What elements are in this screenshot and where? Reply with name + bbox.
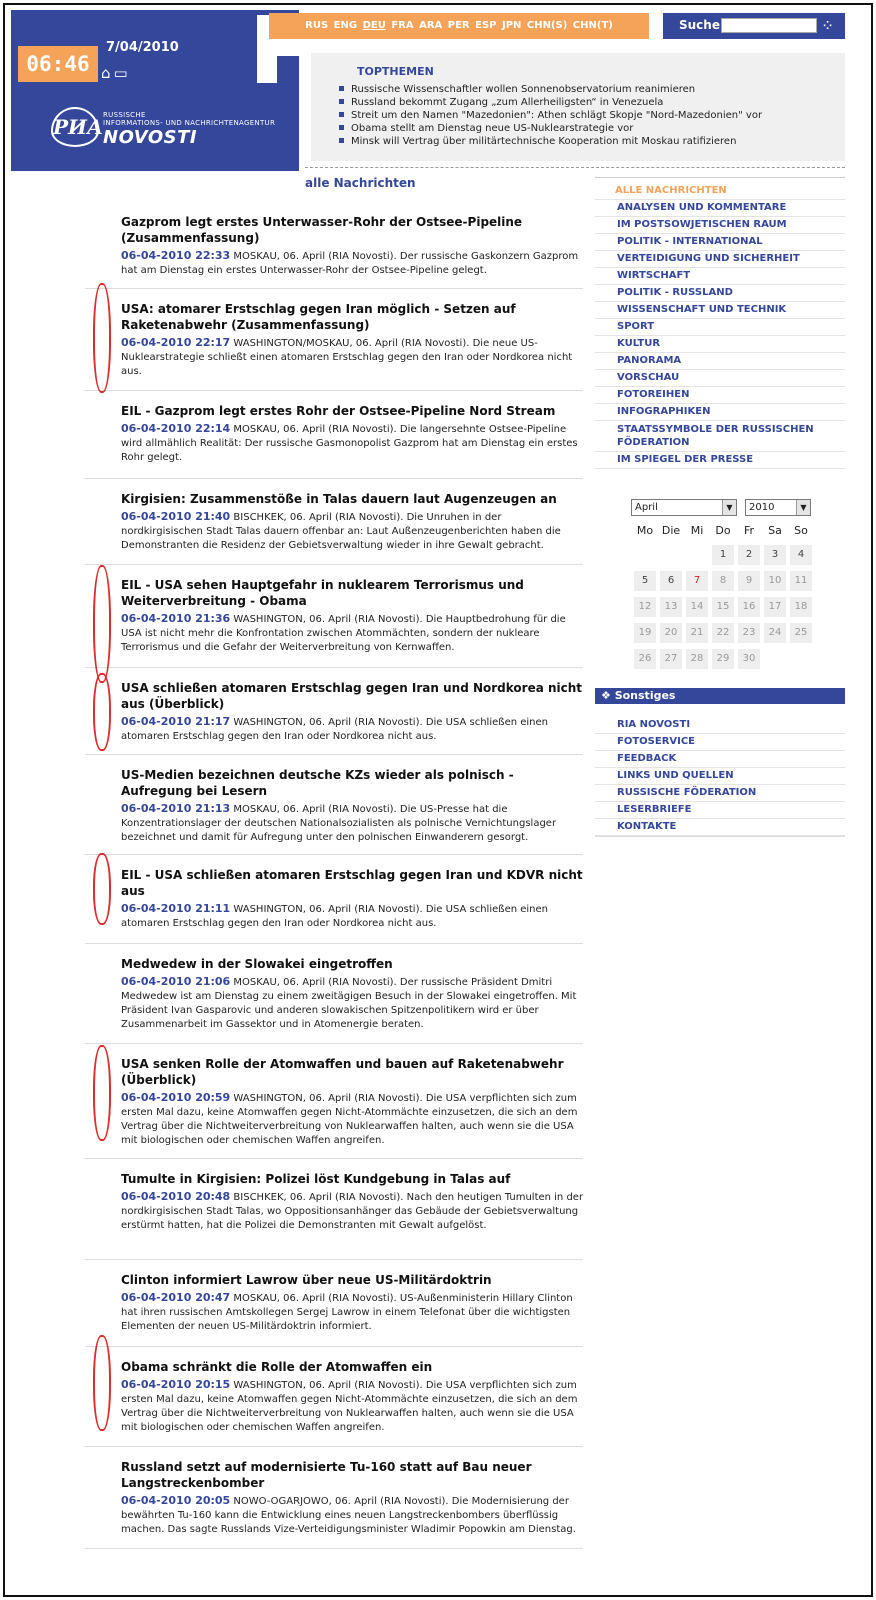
calendar-day[interactable]: 29 (712, 649, 734, 669)
clock: 06:46 (18, 46, 98, 82)
nav-item-vorschau[interactable]: VORSCHAU (595, 370, 845, 387)
divider (85, 288, 583, 289)
news-timestamp[interactable]: 06-04-2010 22:33 (121, 249, 231, 262)
nav-item-politik-russland[interactable]: POLITIK - RUSSLAND (595, 285, 845, 302)
search-box (663, 13, 845, 39)
news-text: NOWO-OGARJOWO, 06. April (RIA Novosti). Die Modernisierung der bewährten Tu-160 kann die Entwicklung eines neuen Langstreckenbombers überflüssig machen. Das sagte Russlands Vize-Verteidigungsminister Wladimir Popowkin am Dienstag. (121, 1496, 576, 1535)
news-item (121, 403, 585, 465)
nav-item-fotoreihen[interactable]: FOTOREIHEN (595, 387, 845, 404)
calendar-day[interactable]: 18 (790, 597, 812, 617)
news-title[interactable]: USA: atomarer Erstschlag gegen Iran möglich - Setzen auf Raketenabwehr (Zusammenfassung) (121, 302, 516, 332)
language-link-esp[interactable]: ESP (475, 20, 497, 31)
divider (595, 836, 845, 837)
header-tools (101, 64, 131, 82)
search-go-icon[interactable]: ⁘ (823, 19, 833, 32)
news-title[interactable]: Clinton informiert Lawrow über neue US-Militärdoktrin (121, 1273, 492, 1287)
folder-icon[interactable]: ▭ (113, 64, 128, 82)
news-item (121, 577, 585, 655)
chevron-down-icon[interactable]: ▼ (796, 500, 810, 515)
year-select-value: 2010 (749, 502, 775, 513)
calendar-day[interactable]: 23 (738, 623, 760, 643)
calendar-day[interactable]: 10 (764, 571, 786, 591)
news-text: WASHINGTON, 06. April (RIA Novosti). Die Hauptbedrohung für die USA ist nicht mehr die Konfrontation zwischen Atommächten, sondern der nukleare Terrorismus und die Gefahr der Weiterverbreitung von Kernwaffen. (121, 614, 566, 653)
search-input[interactable] (721, 18, 817, 33)
calendar-day[interactable]: 8 (712, 571, 734, 591)
nav-item-politik-international[interactable]: POLITIK - INTERNATIONAL (595, 234, 845, 251)
nav-item-kultur[interactable]: KULTUR (595, 336, 845, 353)
news-body (121, 1494, 585, 1537)
calendar-day[interactable]: 3 (764, 545, 786, 565)
nav-item-verteidigung-und-sicherheit[interactable]: VERTEIDIGUNG UND SICHERHEIT (595, 251, 845, 268)
divider (85, 667, 583, 668)
nav-item-sport[interactable]: SPORT (595, 319, 845, 336)
news-body (121, 510, 585, 553)
square-bullet-icon (339, 138, 344, 143)
news-body (121, 422, 585, 465)
news-timestamp[interactable]: 06-04-2010 21:36 (121, 612, 231, 625)
weekday-label: Sa (768, 524, 782, 537)
topthemen-item[interactable] (339, 135, 762, 148)
calendar-day[interactable]: 1 (712, 545, 734, 565)
sonstiges-item-links-und-quellen[interactable]: LINKS UND QUELLEN (595, 768, 845, 785)
news-timestamp[interactable]: 06-04-2010 21:06 (121, 975, 231, 988)
news-title[interactable]: US-Medien bezeichnen deutsche KZs wieder als polnisch - Aufregung bei Lesern (121, 768, 514, 798)
calendar-day[interactable]: 12 (634, 597, 656, 617)
calendar-day[interactable]: 2 (738, 545, 760, 565)
news-body (121, 1378, 585, 1435)
topthemen-item[interactable] (339, 96, 762, 109)
language-link-fra[interactable]: FRA (391, 20, 414, 31)
news-text: MOSKAU, 06. April (RIA Novosti). US-Außenministerin Hillary Clinton hat ihren russischen Amtskollegen Sergej Lawrow in einem Telefonat über die wichtigsten Elementen der neuen US-Militärdoktrin informiert. (121, 1293, 573, 1332)
divider (85, 754, 583, 755)
nav-item-analysen-und-kommentare[interactable]: ANALYSEN UND KOMMENTARE (595, 200, 845, 217)
calendar-day[interactable]: 20 (660, 623, 682, 643)
nav-item-infographiken[interactable]: INFOGRAPHIKEN (595, 404, 845, 421)
news-timestamp[interactable]: 06-04-2010 22:17 (121, 336, 231, 349)
bullet-icon: ❖ (601, 689, 615, 702)
news-text: MOSKAU, 06. April (RIA Novosti). Der russische Gaskonzern Gazprom hat am Dienstag ein erstes Unterwasser-Rohr der Ostsee-Pipeline gelegt. (121, 251, 579, 276)
weekday-label: So (794, 524, 808, 537)
divider (85, 1346, 583, 1347)
nav-item-wissenschaft-und-technik[interactable]: WISSENSCHAFT UND TECHNIK (595, 302, 845, 319)
calendar-day[interactable]: 5 (634, 571, 656, 591)
calendar-day[interactable]: 4 (790, 545, 812, 565)
divider (85, 1158, 583, 1159)
calendar-day[interactable]: 22 (712, 623, 734, 643)
language-link-per[interactable]: PER (447, 20, 470, 31)
topthemen-item[interactable] (339, 83, 762, 96)
news-text: WASHINGTON, 06. April (RIA Novosti). Die USA verpflichten sich zum ersten Mal dazu, keine Atomwaffen gegen Nicht-Atommächte einzusetzen, die sich an dem Vertrag über die Nichtweiterverbreitung von Nuklearwaffen halten, auch wenn sie die USA mit biologischen oder chemischen Waffen angreifen. (121, 1380, 578, 1433)
topthemen-item[interactable] (339, 109, 762, 122)
weekday-label: Die (661, 524, 681, 537)
news-body (121, 612, 585, 655)
news-body (121, 975, 585, 1032)
divider (85, 854, 583, 855)
topthemen-list (339, 83, 762, 148)
calendar-day[interactable]: 19 (634, 623, 656, 643)
news-body (121, 1190, 585, 1233)
news-text: WASHINGTON, 06. April (RIA Novosti). Die USA schließen einen atomaren Erstschlag gegen den Iran oder Nordkorea nicht aus. (121, 904, 548, 929)
news-title[interactable]: USA schließen atomaren Erstschlag gegen Iran und Nordkorea nicht aus (Überblick) (121, 681, 583, 711)
news-title[interactable]: Kirgisien: Zusammenstöße in Talas dauern laut Augenzeugen an (121, 492, 557, 506)
month-select[interactable] (631, 499, 737, 516)
weekday-label: Mo (636, 524, 654, 537)
news-title[interactable]: Tumulte in Kirgisien: Polizei löst Kundgebung in Talas auf (121, 1172, 511, 1186)
nav-item-panorama[interactable]: PANORAMA (595, 353, 845, 370)
sonstiges-item-feedback[interactable]: FEEDBACK (595, 751, 845, 768)
current-date: 7/04/2010 (106, 40, 179, 55)
news-item (121, 867, 585, 931)
calendar-day[interactable]: 16 (738, 597, 760, 617)
divider (85, 1548, 583, 1549)
sonstiges-item-leserbriefe[interactable]: LESERBRIEFE (595, 802, 845, 819)
nav-item-wirtschaft[interactable]: WIRTSCHAFT (595, 268, 845, 285)
news-body (121, 802, 585, 845)
news-body (121, 1291, 585, 1334)
divider (85, 564, 583, 565)
divider (85, 390, 583, 391)
news-title[interactable]: EIL - Gazprom legt erstes Rohr der Ostsee-Pipeline Nord Stream (121, 404, 556, 418)
news-body (121, 249, 585, 278)
news-text: BISCHKEK, 06. April (RIA Novosti). Die Unruhen in der nordkirgisischen Stadt Talas dauern offenbar an: Laut Außenzeugenberichten haben die Demonstranten die Residenz der Gebietsverwaltung wieder in ihre Gewalt gebracht. (121, 512, 561, 551)
news-item (121, 680, 585, 744)
news-body (121, 902, 585, 931)
red-annotation-mark (93, 565, 111, 683)
news-timestamp[interactable]: 06-04-2010 20:47 (121, 1291, 231, 1304)
square-bullet-icon (339, 112, 344, 117)
news-item (121, 301, 585, 379)
divider (85, 478, 583, 479)
topthemen-box (311, 53, 845, 161)
topthemen-title: TOPTHEMEN (357, 65, 434, 78)
news-item (121, 214, 585, 278)
language-link-chns[interactable]: CHN(S) (526, 20, 568, 31)
language-bar (269, 13, 649, 39)
divider (85, 943, 583, 944)
divider (85, 1043, 583, 1044)
news-timestamp[interactable]: 06-04-2010 20:15 (121, 1378, 231, 1391)
news-item (121, 767, 585, 845)
calendar-day[interactable]: 13 (660, 597, 682, 617)
red-annotation-mark (93, 1045, 111, 1141)
news-item (121, 1459, 585, 1537)
calendar-day[interactable]: 27 (660, 649, 682, 669)
news-item (121, 956, 585, 1032)
news-body (121, 336, 585, 379)
sonstiges-item-kontakte[interactable]: KONTAKTE (595, 819, 845, 836)
red-annotation-mark (93, 673, 111, 751)
topthemen-item[interactable] (339, 122, 762, 135)
topthemen-link[interactable]: Russische Wissenschaftler wollen Sonnenobservatorium reanimieren (351, 84, 696, 95)
brand-line2: INFORMATIONS- UND NACHRICHTENAGENTUR (103, 119, 276, 127)
red-annotation-mark (93, 1335, 111, 1431)
news-text: BISCHKEK, 06. April (RIA Novosti). Nach den heutigen Tumulten in der nordkirgisischen Stadt Talas, wo Oppositionsanhänger das Gebäude der Gebietsverwaltung erstürmt hatten, hat die Polizei die Demonstranten mit Gewalt aufgelöst. (121, 1192, 584, 1231)
nav-item-im-spiegel-der-presse[interactable]: IM SPIEGEL DER PRESSE (595, 452, 845, 469)
ria-logo-mark: РИА (51, 107, 99, 147)
chevron-down-icon[interactable]: ▼ (722, 500, 736, 515)
weekday-label: Do (715, 524, 731, 537)
search-label: Suche (679, 18, 720, 32)
news-title[interactable]: EIL - USA sehen Hauptgefahr in nuklearem Terrorismus und Weiterverbreitung - Obama (121, 578, 524, 608)
news-timestamp[interactable]: 06-04-2010 21:13 (121, 802, 231, 815)
news-title[interactable]: Gazprom legt erstes Unterwasser-Rohr der Ostsee-Pipeline (Zusammenfassung) (121, 215, 523, 245)
weekday-label: Mi (690, 524, 704, 537)
red-annotation-mark (93, 283, 111, 393)
calendar-day[interactable]: 6 (660, 571, 682, 591)
divider (85, 1446, 583, 1447)
nav-item-staatssymbole-der-russischen-föderation[interactable]: STAATSSYMBOLE DER RUSSISCHEN FÖDERATION (595, 421, 845, 452)
news-text: WASHINGTON, 06. April (RIA Novosti). Die USA verpflichten sich zum ersten Mal dazu, keine Atomwaffen gegen Nicht-Atommächte einzusetzen, die sich an dem Vertrag über die Nichtweiterverbreitung von Nuklearwaffen halten, auch wenn sie die USA mit biologischen oder chemischen Waffen angreifen. (121, 1093, 578, 1146)
year-select[interactable] (745, 499, 811, 516)
calendar-day[interactable]: 7 (686, 571, 708, 591)
language-link-ara[interactable]: ARA (419, 20, 443, 31)
red-annotation-mark (93, 853, 111, 925)
topthemen-link[interactable]: Obama stellt am Dienstag neue US-Nuklearstrategie vor (351, 123, 634, 134)
divider (85, 1259, 583, 1260)
sonstiges-item-fotoservice[interactable]: FOTOSERVICE (595, 734, 845, 751)
brand-line1: RUSSISCHE (103, 111, 146, 119)
news-item (121, 491, 585, 553)
calendar-day[interactable]: 17 (764, 597, 786, 617)
news-title[interactable]: EIL - USA schließen atomaren Erstschlag gegen Iran und KDVR nicht aus (121, 868, 583, 898)
square-bullet-icon (339, 125, 344, 130)
news-item (121, 1359, 585, 1435)
sonstiges-title: Sonstiges (614, 689, 676, 702)
news-text: WASHINGTON/MOSKAU, 06. April (RIA Novosti). Die neue US-Nuklearstrategie schließt einen atomaren Erstschlag gegen den Iran oder Nordkorea nicht aus. (121, 338, 573, 377)
sonstiges-nav (595, 717, 845, 837)
sonstiges-item-ria-novosti[interactable]: RIA NOVOSTI (595, 717, 845, 734)
news-timestamp[interactable]: 06-04-2010 20:59 (121, 1091, 231, 1104)
news-timestamp[interactable]: 06-04-2010 22:14 (121, 422, 231, 435)
calendar-day[interactable]: 14 (686, 597, 708, 617)
language-link-deu[interactable]: DEU (362, 20, 386, 31)
news-title[interactable]: Medwedew in der Slowakei eingetroffen (121, 957, 393, 971)
calendar-day[interactable]: 9 (738, 571, 760, 591)
news-item (121, 1272, 585, 1334)
language-link-chnt[interactable]: CHN(T) (572, 20, 613, 31)
topthemen-link[interactable]: Russland bekommt Zugang „zum Allerheiligsten“ in Venezuela (351, 97, 664, 108)
news-timestamp[interactable]: 06-04-2010 20:05 (121, 1494, 231, 1507)
section-title[interactable]: alle Nachrichten (305, 176, 416, 190)
calendar-day[interactable]: 26 (634, 649, 656, 669)
news-body (121, 715, 585, 744)
news-timestamp[interactable]: 06-04-2010 20:48 (121, 1190, 231, 1203)
news-title[interactable]: Russland setzt auf modernisierte Tu-160 statt auf Bau neuer Langstreckenbomber (121, 1460, 532, 1490)
news-title[interactable]: USA senken Rolle der Atomwaffen und bauen auf Raketenabwehr (Überblick) (121, 1057, 564, 1087)
page-frame (3, 3, 873, 1597)
calendar-day[interactable]: 11 (790, 571, 812, 591)
brand-name: NOVOSTI (103, 127, 198, 148)
month-select-value: April (635, 502, 658, 513)
topthemen-link[interactable]: Streit um den Namen "Mazedonien": Athen schlägt Skopje "Nord-Mazedonien" vor (351, 110, 763, 121)
nav-item-alle-nachrichten[interactable]: ALLE NACHRICHTEN (595, 183, 845, 200)
news-timestamp[interactable]: 06-04-2010 21:11 (121, 902, 231, 915)
news-timestamp[interactable]: 06-04-2010 21:40 (121, 510, 231, 523)
square-bullet-icon (339, 99, 344, 104)
weekday-label: Fr (743, 524, 755, 537)
news-item (121, 1056, 585, 1148)
square-bullet-icon (339, 86, 344, 91)
calendar-day[interactable]: 25 (790, 623, 812, 643)
calendar-day[interactable]: 30 (738, 649, 760, 669)
calendar-day[interactable]: 15 (712, 597, 734, 617)
sonstiges-header (595, 688, 845, 704)
topthemen-link[interactable]: Minsk will Vertrag über militärtechnische Kooperation mit Moskau ratifizieren (351, 136, 737, 147)
news-text: MOSKAU, 06. April (RIA Novosti). Die US-Presse hat die Konzentrationslager der deutschen Nationalsozialisten als polnische Vernichtungslager bezeichnet und damit für Aufregung unter den polnischen Einwanderern gesorgt. (121, 804, 557, 843)
calendar-day[interactable]: 28 (686, 649, 708, 669)
sonstiges-item-russische-föderation[interactable]: RUSSISCHE FÖDERATION (595, 785, 845, 802)
language-link-rus[interactable]: RUS (305, 20, 329, 31)
news-text: MOSKAU, 06. April (RIA Novosti). Der russische Präsident Dmitri Medwedew ist am Dienstag zu einem zweitägigen Besuch in der Slowakei eingetroffen. Mit Präsident Ivan Gasparovic und anderen slowakischen Spitzenpolitikern wird er über Zusammenarbeit im Gassektor und in Atomenergie beraten. (121, 977, 577, 1030)
logo-block (11, 10, 299, 171)
news-text: MOSKAU, 06. April (RIA Novosti). Die langersehnte Ostsee-Pipeline wird allmählich Realität: Der russische Gasmonopolist Gazprom hat am Dienstag ein erstes Rohr gelegt. (121, 424, 578, 463)
nav-item-im-postsowjetischen-raum[interactable]: IM POSTSOWJETISCHEN RAUM (595, 217, 845, 234)
calendar-day[interactable]: 24 (764, 623, 786, 643)
language-link-jpn[interactable]: JPN (501, 20, 522, 31)
news-item (121, 1171, 585, 1233)
category-nav (595, 177, 845, 469)
calendar-day[interactable]: 21 (686, 623, 708, 643)
language-link-eng[interactable]: ENG (333, 20, 358, 31)
home-icon[interactable]: ⌂ (101, 64, 111, 82)
news-timestamp[interactable]: 06-04-2010 21:17 (121, 715, 231, 728)
news-text: WASHINGTON, 06. April (RIA Novosti). Die USA schließen einen atomaren Erstschlag gegen den Iran oder Nordkorea nicht aus. (121, 717, 548, 742)
news-title[interactable]: Obama schränkt die Rolle der Atomwaffen ein (121, 1360, 433, 1374)
news-body (121, 1091, 585, 1148)
